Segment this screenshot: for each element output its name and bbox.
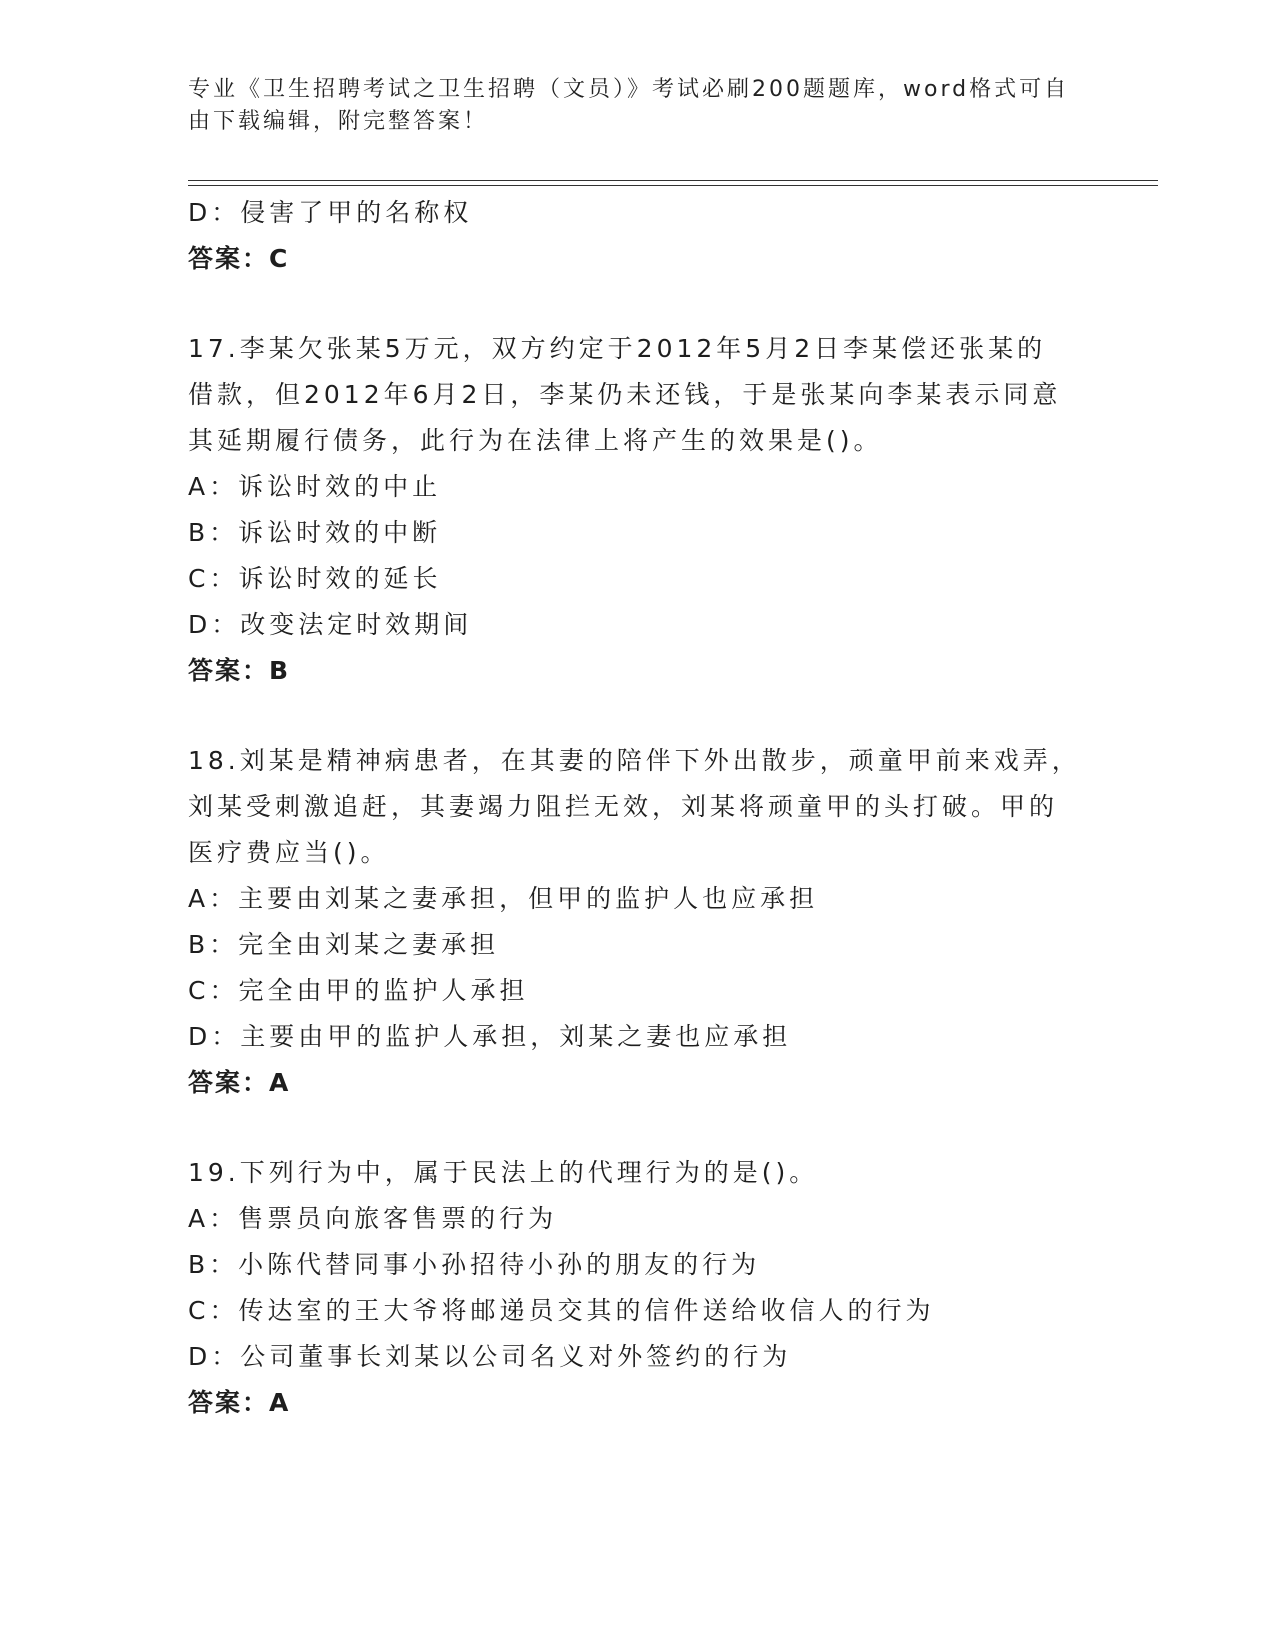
option-b: B：完全由刘某之妻承担: [188, 930, 500, 959]
option-c: C：完全由甲的监护人承担: [188, 976, 529, 1005]
document-header: [188, 74, 1088, 138]
stem-line: 19.下列行为中，属于民法上的代理行为的是()。: [188, 1158, 819, 1187]
option-a: A：售票员向旅客售票的行为: [188, 1204, 558, 1233]
spacer: [188, 1106, 1108, 1150]
answer-label: 答案：A: [188, 1388, 291, 1417]
answer-label: 答案：B: [188, 656, 291, 685]
stem-line: 借款，但2012年6月2日，李某仍未还钱，于是张某向李某表示同意: [188, 380, 1062, 409]
question-stem: [188, 326, 1068, 464]
question-19: [188, 1150, 1108, 1426]
stem-line: 刘某受刺激追赶，其妻竭力阻拦无效，刘某将顽童甲的头打破。甲的: [188, 792, 1059, 821]
answer-label: 答案：C: [188, 244, 290, 273]
option-c: C：诉讼时效的延长: [188, 564, 442, 593]
header-line-2: 由下载编辑，附完整答案！: [188, 109, 489, 134]
question-18: [188, 738, 1108, 1106]
previous-question-tail: [188, 190, 1108, 282]
spacer: [188, 282, 1108, 326]
question-stem: [188, 738, 1081, 876]
stem-line: 17.李某欠张某5万元，双方约定于2012年5月2日李某偿还张某的: [188, 334, 1047, 363]
option-d: D：主要由甲的监护人承担，刘某之妻也应承担: [188, 1022, 792, 1051]
stem-line: 其延期履行债务，此行为在法律上将产生的效果是()。: [188, 426, 883, 455]
option-b: B：小陈代替同事小孙招待小孙的朋友的行为: [188, 1250, 761, 1279]
question-17: [188, 326, 1108, 694]
option-d: D：公司董事长刘某以公司名义对外签约的行为: [188, 1342, 792, 1371]
stem-line: 18.刘某是精神病患者，在其妻的陪伴下外出散步，顽童甲前来戏弄，: [188, 746, 1081, 775]
header-divider-top: [188, 180, 1158, 181]
option-d: D：侵害了甲的名称权: [188, 198, 473, 227]
header-line-1: 专业《卫生招聘考试之卫生招聘（文员）》考试必刷200题题库，word格式可自: [188, 77, 1070, 102]
question-list: [188, 190, 1108, 1426]
answer-label: 答案：A: [188, 1068, 291, 1097]
spacer: [188, 694, 1108, 738]
stem-line: 医疗费应当()。: [188, 838, 390, 867]
option-a: A：主要由刘某之妻承担，但甲的监护人也应承担: [188, 884, 819, 913]
option-c: C：传达室的王大爷将邮递员交其的信件送给收信人的行为: [188, 1296, 935, 1325]
question-stem: [188, 1150, 1068, 1196]
option-b: B：诉讼时效的中断: [188, 518, 442, 547]
option-a: A：诉讼时效的中止: [188, 472, 442, 501]
header-divider-bottom: [188, 185, 1158, 186]
option-d: D：改变法定时效期间: [188, 610, 473, 639]
